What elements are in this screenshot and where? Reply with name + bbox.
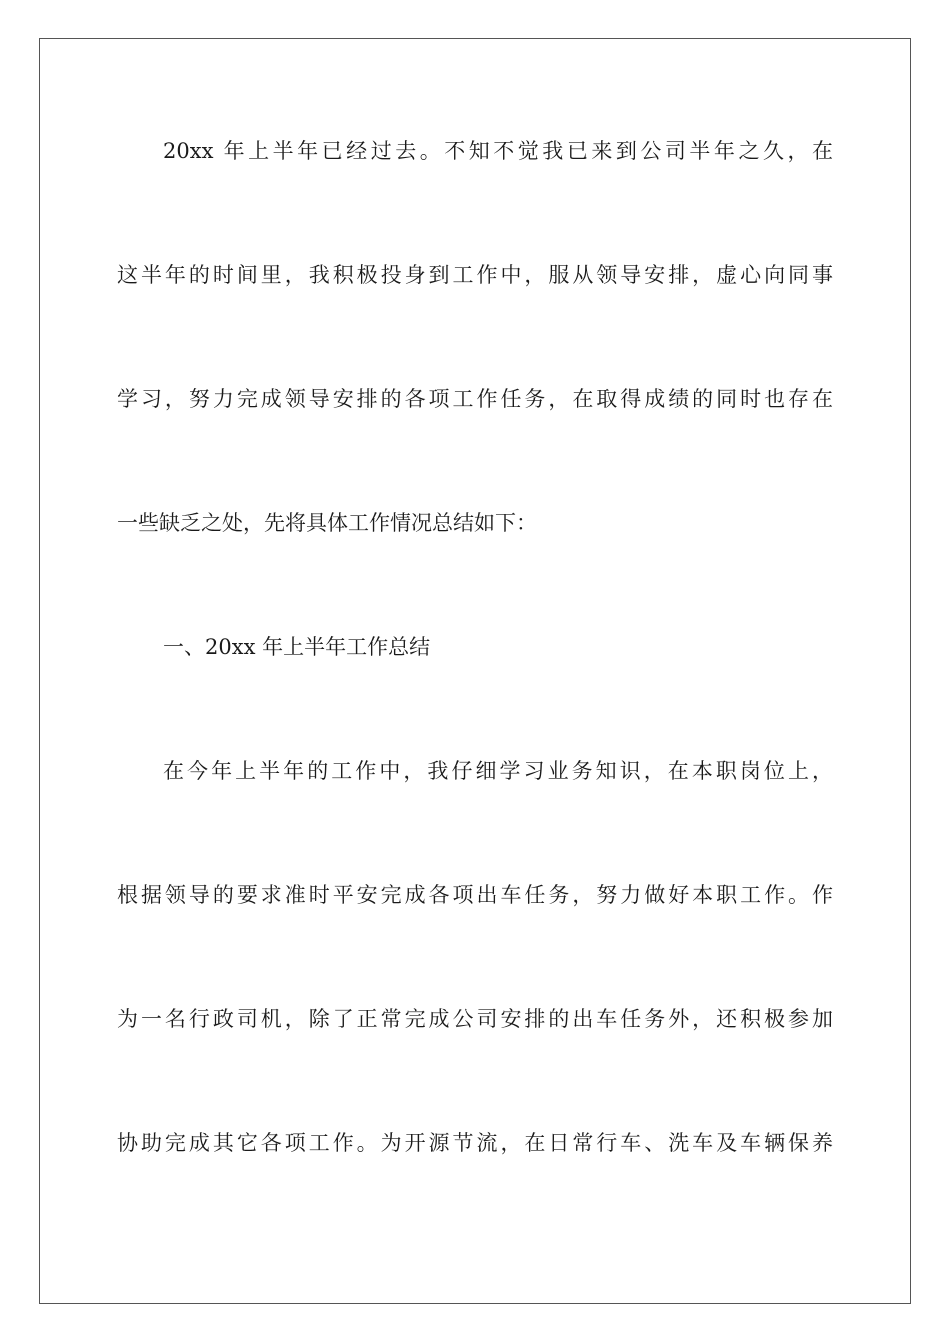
paragraph-line: 协助完成其它各项工作。为开源节流，在日常行车、洗车及车辆保养 [117, 1131, 833, 1155]
paragraph-line: 在今年上半年的工作中，我仔细学习业务知识，在本职岗位上， [163, 759, 833, 783]
paragraph-line: 这半年的时间里，我积极投身到工作中，服从领导安排，虚心向同事 [117, 263, 833, 287]
page-border [39, 38, 911, 1304]
paragraph-line: 学习，努力完成领导安排的各项工作任务，在取得成绩的同时也存在 [117, 387, 833, 411]
paragraph-line: 根据领导的要求准时平安完成各项出车任务，努力做好本职工作。作 [117, 883, 833, 907]
paragraph-line: 为一名行政司机，除了正常完成公司安排的出车任务外，还积极参加 [117, 1007, 833, 1031]
paragraph-line: 20xx 年上半年已经过去。不知不觉我已来到公司半年之久，在 [163, 139, 833, 163]
paragraph-line: 一些缺乏之处，先将具体工作情况总结如下： [117, 511, 537, 535]
section-heading: 一、20xx 年上半年工作总结 [163, 635, 431, 659]
